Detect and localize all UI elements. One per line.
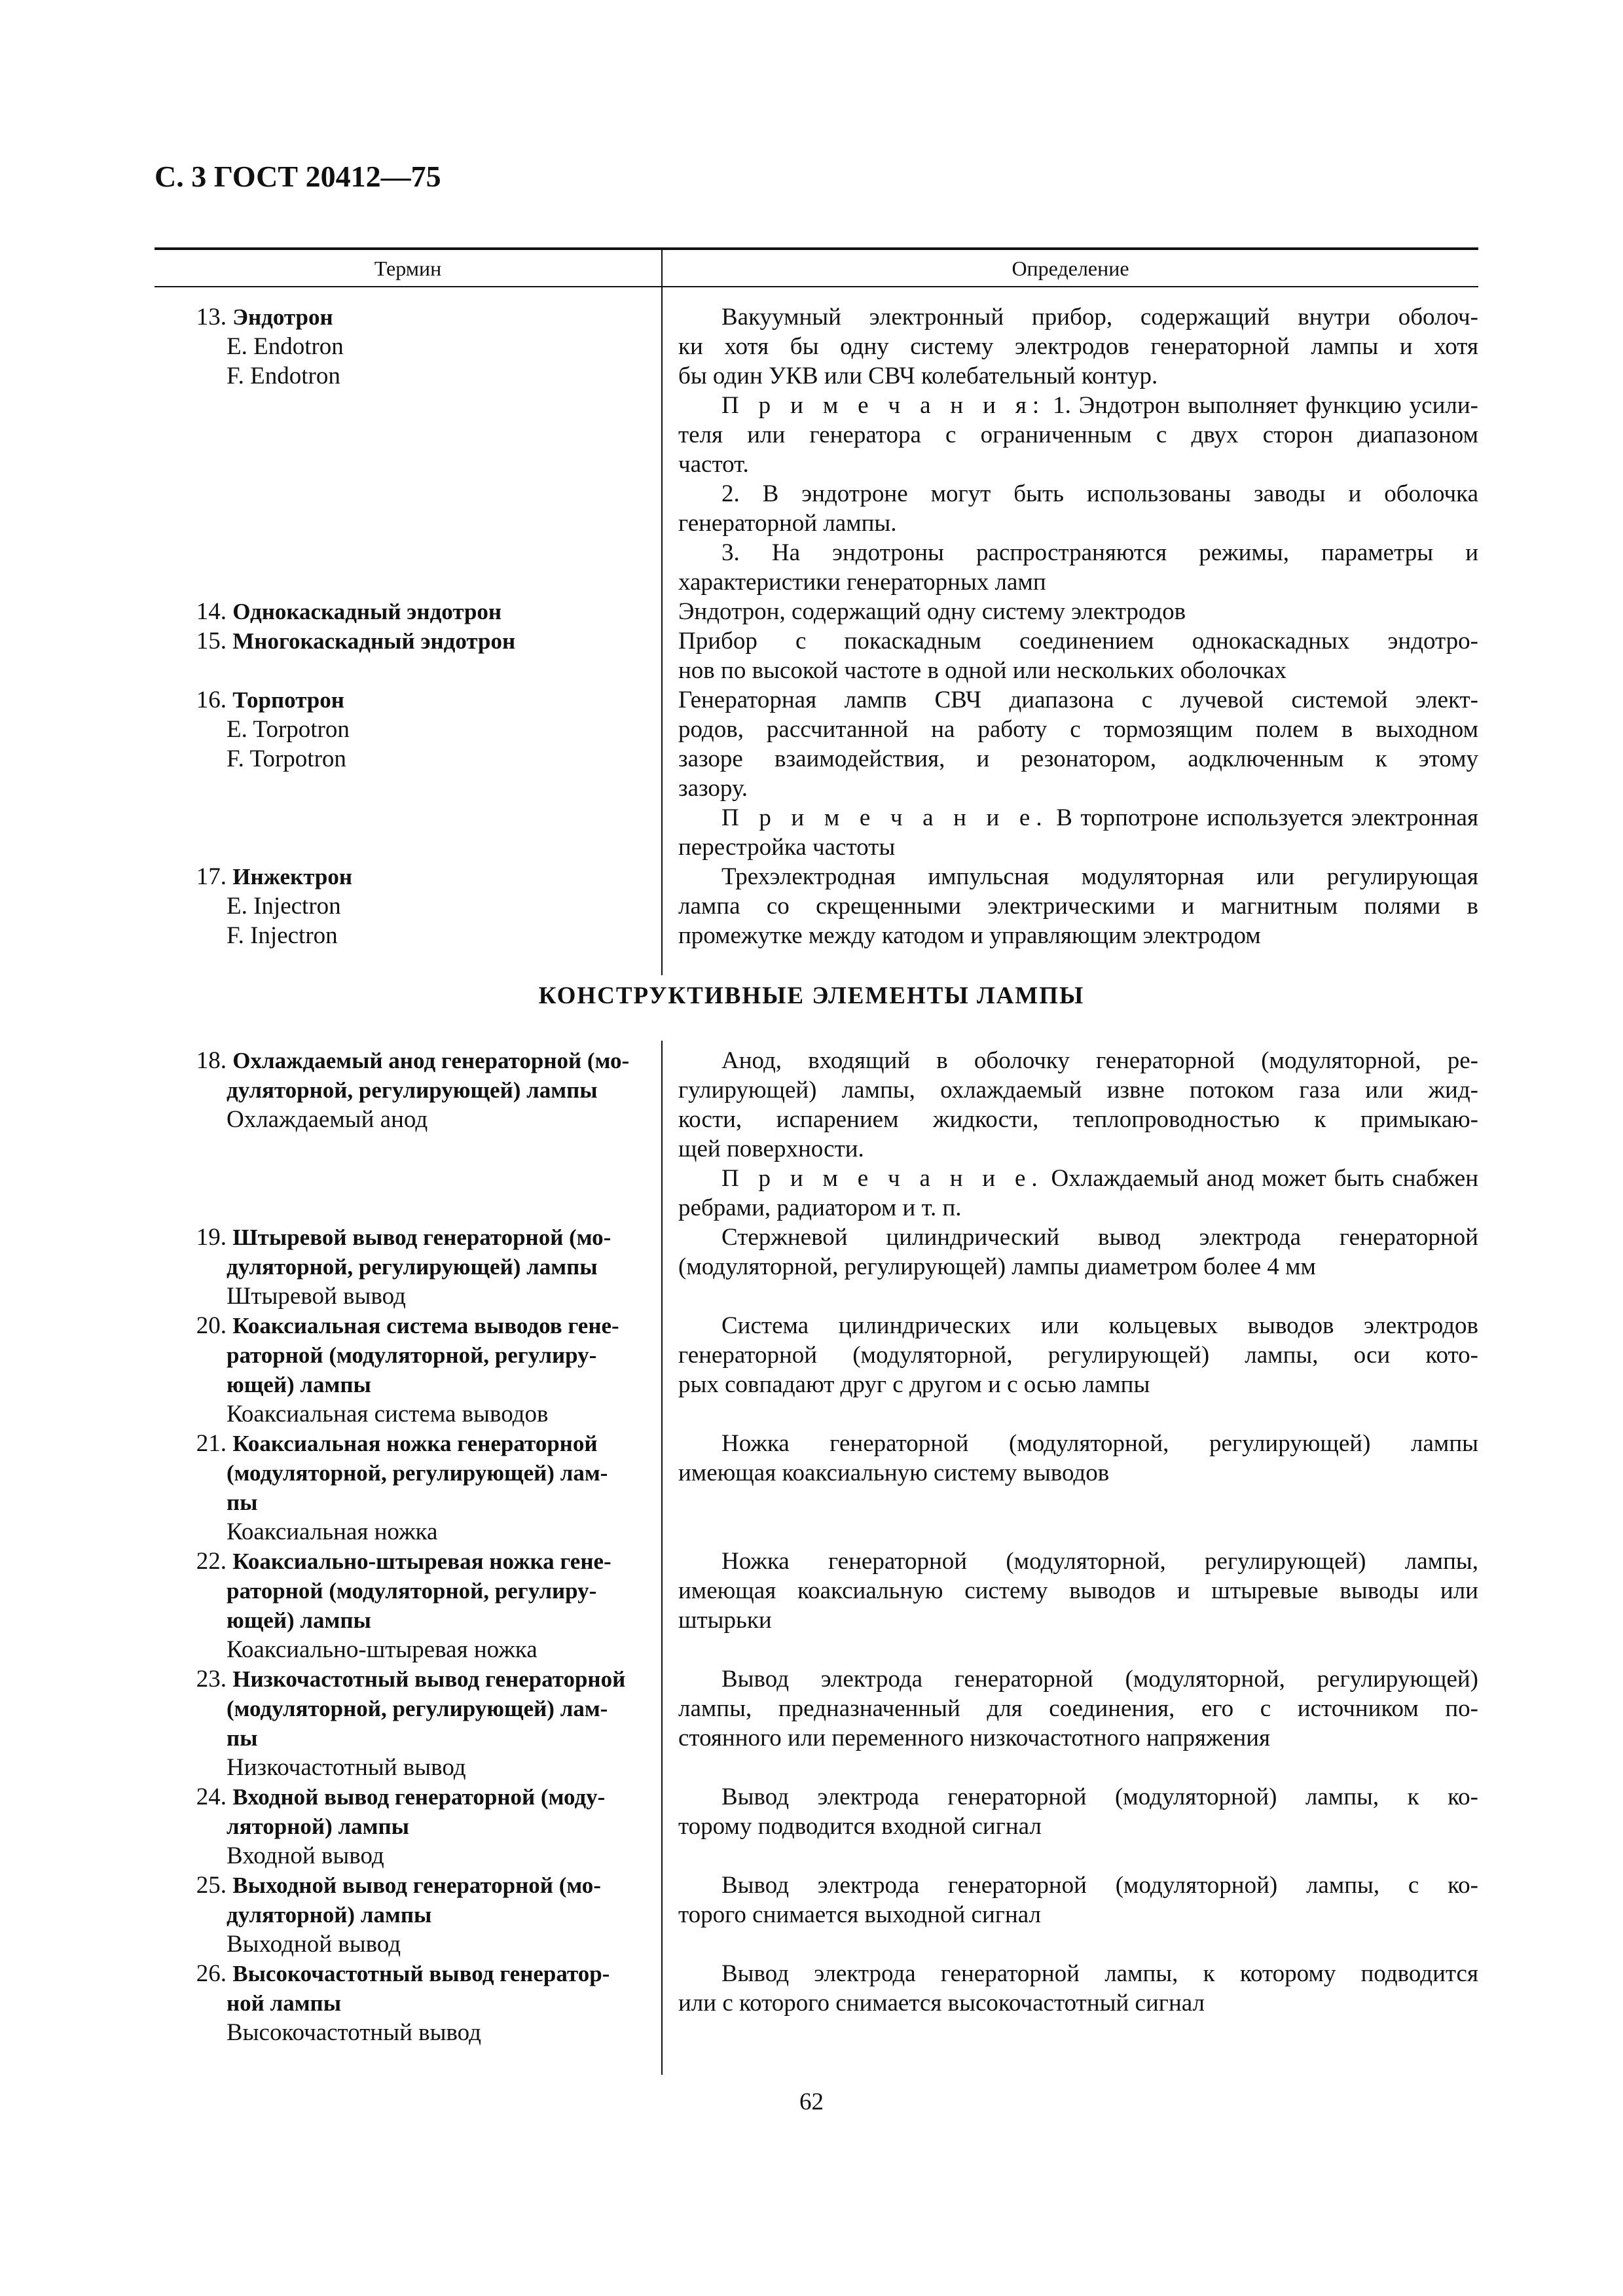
term-number: 19. — [196, 1224, 227, 1251]
definition-cell — [678, 1547, 1478, 1635]
term-number: 16. — [196, 687, 227, 713]
term-cell — [155, 1547, 652, 1664]
definition-line: Вывод электрода генераторной (модуляторной, регулирующей) — [721, 1666, 1478, 1693]
column-heading-definition: Определение — [1012, 257, 1129, 280]
table-row — [155, 626, 1478, 685]
term-name: Однокаскадный эндотрон — [232, 599, 502, 624]
definition-cell — [678, 302, 1478, 597]
term-short-form: Коаксиально-штыревая ножка — [227, 1636, 538, 1663]
table-header-rule — [155, 286, 1478, 287]
table-row — [155, 1871, 1478, 1959]
definition-line: гулирующей) лампы, охлаждаемый извне потоком газа или жид- — [678, 1077, 1478, 1103]
term-number: 14. — [196, 598, 227, 625]
definition-line: Ножка генераторной (модуляторной, регулирующей) лампы — [721, 1430, 1478, 1457]
term-name: Охлаждаемый анод генераторной (мо- — [232, 1048, 630, 1073]
definition-line: торого снимается выходной сигнал — [678, 1901, 1041, 1928]
definition-line: промежутке между катодом и управляющим электродом — [678, 922, 1261, 949]
definition-line: ки хотя бы одну систему электродов генераторной лампы и хотя — [678, 333, 1478, 360]
definition-line: Эндотрон, содержащий одну систему электродов — [678, 598, 1186, 625]
term-name-continued: дуляторной) лампы — [227, 1902, 432, 1928]
term-cell — [155, 302, 652, 391]
definition-line: лампы, предназначенный для соединения, его с источником по- — [678, 1695, 1478, 1722]
page-number: 62 — [799, 2089, 824, 2115]
column-heading-term: Термин — [374, 257, 442, 280]
term-name: Высокочастотный вывод генератор- — [232, 1961, 610, 1986]
term-short-form: Штыревой вывод — [227, 1283, 406, 1310]
note-line: ребрами, радиатором и т. п. — [678, 1194, 962, 1221]
term-number: 25. — [196, 1872, 227, 1899]
definition-line: Анод, входящий в оболочку генераторной (модуляторной, ре- — [721, 1047, 1478, 1074]
definition-line: Прибор с покаскадным соединением однокаскадных эндотро- — [678, 628, 1478, 655]
definition-cell — [678, 1782, 1478, 1841]
table-row — [155, 1782, 1478, 1871]
note-text: В торпотроне используется электронная — [1056, 804, 1478, 831]
term-name-continued: пы — [227, 1725, 258, 1751]
term-name-continued: ющей) лампы — [227, 1372, 371, 1397]
term-cell — [155, 626, 652, 656]
term-name: Коаксиальная система выводов гене- — [232, 1313, 619, 1338]
term-name: Выходной вывод генераторной (мо- — [232, 1873, 601, 1898]
term-number: 26. — [196, 1960, 227, 1987]
term-number: 24. — [196, 1784, 227, 1810]
term-short-form: Низкочастотный вывод — [227, 1754, 466, 1781]
definition-cell — [678, 626, 1478, 685]
term-name: Входной вывод генераторной (моду- — [232, 1784, 606, 1810]
definition-cell — [678, 1429, 1478, 1488]
term-name-continued: дуляторной, регулирующей) лампы — [227, 1077, 598, 1103]
term-cell — [155, 1311, 652, 1429]
term-french: F. Endotron — [227, 363, 340, 389]
definition-line: или с которого снимается высокочастотный сигнал — [678, 1990, 1205, 2017]
term-number: 20. — [196, 1312, 227, 1339]
term-name: Низкочастотный вывод генераторной — [232, 1666, 626, 1692]
definition-cell — [678, 1959, 1478, 2018]
term-cell — [155, 1782, 652, 1871]
definition-line: Вывод электрода генераторной (модуляторной) лампы, с ко- — [721, 1872, 1478, 1899]
term-cell — [155, 1429, 652, 1547]
table-row — [155, 1429, 1478, 1547]
term-name: Штыревой вывод генераторной (мо- — [232, 1225, 611, 1250]
term-name-continued: ной лампы — [227, 1990, 342, 2016]
table-row — [155, 685, 1478, 862]
term-name-continued: (модуляторной, регулирующей) лам- — [227, 1696, 608, 1721]
note-line: характеристики генераторных ламп — [678, 569, 1046, 596]
definition-line: Вывод электрода генераторной лампы, к которому подводится — [721, 1960, 1478, 1987]
section-title: КОНСТРУКТИВНЫЕ ЭЛЕМЕНТЫ ЛАМПЫ — [538, 982, 1085, 1009]
table-row — [155, 597, 1478, 626]
term-short-form: Коаксиальная ножка — [227, 1518, 438, 1545]
term-name-continued: ляторной) лампы — [227, 1814, 409, 1839]
term-number: 21. — [196, 1430, 227, 1457]
note-text: 1. Эндотрон выполняет функцию усили- — [1053, 392, 1478, 419]
definition-line: Трехэлектродная импульсная модуляторная или регулирующая — [721, 863, 1478, 890]
term-short-form: Высокочастотный вывод — [227, 2019, 481, 2046]
definition-line: Ножка генераторной (модуляторной, регулирующей) лампы, — [721, 1548, 1478, 1575]
term-cell — [155, 1959, 652, 2047]
term-cell — [155, 862, 652, 950]
definition-cell — [678, 597, 1478, 626]
term-name: Торпотрон — [232, 687, 344, 713]
table-row — [155, 302, 1478, 597]
term-cell — [155, 685, 652, 774]
term-cell — [155, 597, 652, 626]
note-line: генераторной лампы. — [678, 510, 897, 537]
term-number: 17. — [196, 863, 227, 890]
definition-cell — [678, 1046, 1478, 1223]
note-line: 3. На эндотроны распространяются режимы, параметры и — [721, 539, 1478, 566]
definition-cell — [678, 685, 1478, 862]
definition-line: Генераторная лампв СВЧ диапазона с лучевой системой элект- — [678, 687, 1478, 713]
table-top-rule — [155, 247, 1478, 250]
term-number: 23. — [196, 1666, 227, 1693]
term-cell — [155, 1871, 652, 1959]
term-name: Эндотрон — [232, 304, 333, 330]
definition-line: рых совпадают друг с другом и с осью лампы — [678, 1371, 1150, 1398]
definition-line: имеющая коаксиальную систему выводов и штыревые выводы или — [678, 1577, 1478, 1604]
term-name-continued: дуляторной, регулирующей) лампы — [227, 1254, 598, 1280]
term-name-continued: пы — [227, 1490, 258, 1515]
definition-line: генераторной (модуляторной, регулирующей) лампы, оси кото- — [678, 1342, 1478, 1369]
term-name: Многокаскадный эндотрон — [232, 628, 516, 654]
definition-cell — [678, 862, 1478, 950]
term-number: 13. — [196, 304, 227, 331]
definition-line: (модуляторной, регулирующей) лампы диаметром более 4 мм — [678, 1253, 1316, 1280]
table-row — [155, 1547, 1478, 1664]
definition-line: нов по высокой частоте в одной или нескольких оболочках — [678, 657, 1286, 684]
term-short-form: Охлаждаемый анод — [227, 1106, 428, 1133]
term-name-continued: раторной (модуляторной, регулиру- — [227, 1578, 597, 1604]
table-row — [155, 862, 1478, 950]
term-french: F. Injectron — [227, 922, 338, 949]
term-english: E. Endotron — [227, 333, 344, 360]
definition-line: лампа со скрещенными электрическими и магнитным полями в — [678, 893, 1478, 920]
term-name: Коаксиально-штыревая ножка гене- — [232, 1549, 611, 1574]
note-label: П р и м е ч а н и я: — [721, 392, 1046, 419]
term-number: 18. — [196, 1047, 227, 1074]
term-name-continued: (модуляторной, регулирующей) лам- — [227, 1460, 608, 1486]
definition-line: стоянного или переменного низкочастотного напряжения — [678, 1725, 1271, 1751]
table-row — [155, 1046, 1478, 1223]
note-text: Охлаждаемый анод может быть снабжен — [1051, 1165, 1479, 1192]
note-line: перестройка частоты — [678, 834, 896, 861]
term-name: Коаксиальная ножка генераторной — [232, 1431, 598, 1456]
definition-line: Стержневой цилиндрический вывод электрода генераторной — [721, 1224, 1478, 1251]
term-cell — [155, 1664, 652, 1782]
term-name-continued: ющей) лампы — [227, 1607, 371, 1633]
term-french: F. Torpotron — [227, 745, 346, 772]
term-number: 15. — [196, 628, 227, 655]
definition-cell — [678, 1664, 1478, 1753]
definition-cell — [678, 1223, 1478, 1282]
note-line: теля или генератора с ограниченным с двух сторон диапазоном — [678, 422, 1478, 448]
definition-line: кости, испарением жидкости, теплопроводностью к примыкаю- — [678, 1106, 1478, 1133]
table-row — [155, 1664, 1478, 1782]
definition-line: бы один УКВ или СВЧ колебательный контур. — [678, 363, 1158, 389]
term-english: E. Torpotron — [227, 716, 350, 743]
definition-line: зазору. — [678, 775, 748, 802]
definition-line: Система цилиндрических или кольцевых выводов электродов — [721, 1312, 1478, 1339]
table-row — [155, 1959, 1478, 2047]
term-english: E. Injectron — [227, 893, 341, 920]
definition-line: щей поверхности. — [678, 1136, 864, 1162]
note-line — [678, 1164, 1478, 1193]
term-short-form: Выходной вывод — [227, 1931, 401, 1958]
definition-cell — [678, 1871, 1478, 1929]
page-header: С. 3 ГОСТ 20412—75 — [155, 160, 441, 193]
definition-line: родов, рассчитанной на работу с тормозящим полем в выходном — [678, 716, 1478, 743]
note-line — [678, 803, 1478, 833]
table-row — [155, 1311, 1478, 1429]
term-name: Инжектрон — [232, 864, 353, 889]
definition-line: Вакуумный электронный прибор, содержащий внутри оболоч- — [721, 304, 1478, 331]
definition-line: торому подводится входной сигнал — [678, 1813, 1042, 1840]
note-line: частот. — [678, 451, 749, 478]
term-short-form: Входной вывод — [227, 1842, 384, 1869]
term-cell — [155, 1223, 652, 1311]
term-cell — [155, 1046, 652, 1134]
definition-line: имеющая коаксиальную систему выводов — [678, 1460, 1110, 1486]
term-number: 22. — [196, 1548, 227, 1575]
note-line — [678, 391, 1478, 420]
definition-line: штырьки — [678, 1607, 772, 1634]
term-name-continued: раторной (модуляторной, регулиру- — [227, 1342, 597, 1368]
terms-section-2 — [155, 1046, 1478, 2047]
table-row — [155, 1223, 1478, 1311]
definition-line: Вывод электрода генераторной (модуляторной) лампы, к ко- — [721, 1784, 1478, 1810]
note-label: П р и м е ч а н и е. — [721, 1165, 1044, 1192]
term-short-form: Коаксиальная система выводов — [227, 1401, 549, 1427]
note-line: 2. В эндотроне могут быть использованы заводы и оболочка — [721, 480, 1478, 507]
note-label: П р и м е ч а н и е. — [721, 804, 1048, 831]
definition-line: зазоре взаимодействия, и резонатором, аодключенным к этому — [678, 745, 1478, 772]
terms-section-1 — [155, 302, 1478, 950]
definition-cell — [678, 1311, 1478, 1399]
